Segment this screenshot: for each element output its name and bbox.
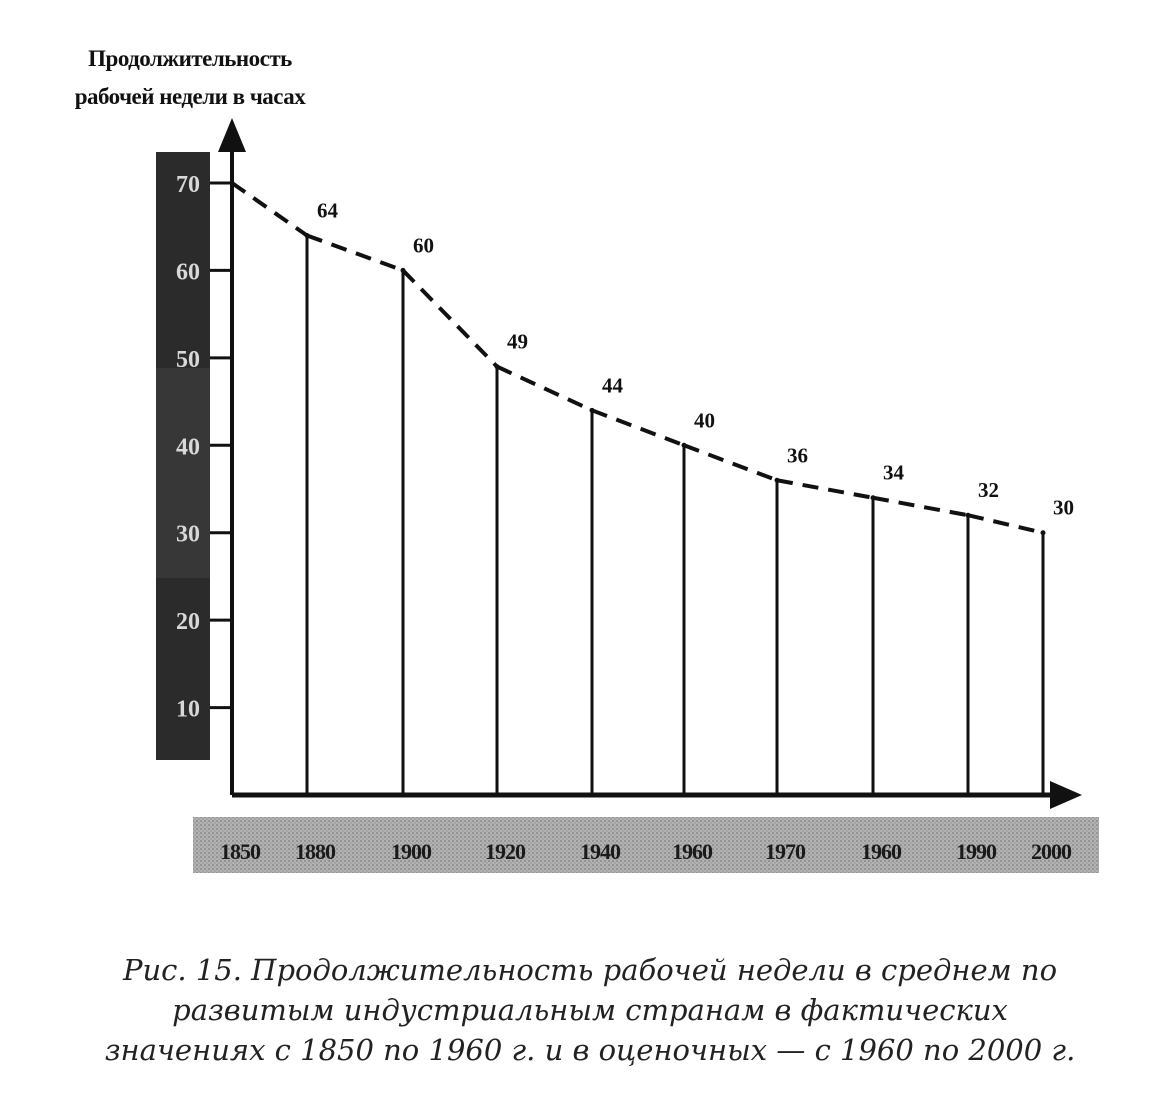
x-tick-label: 1960 xyxy=(861,839,901,864)
y-tick-label: 60 xyxy=(176,259,200,286)
x-tick-label: 2000 xyxy=(1031,839,1071,864)
point-label: 64 xyxy=(317,198,338,223)
data-point xyxy=(1041,530,1046,535)
x-tick-label: 1990 xyxy=(956,839,996,864)
x-tick-label: 1940 xyxy=(580,839,620,864)
point-label: 60 xyxy=(413,233,434,258)
x-tick-label: 1960 xyxy=(672,839,712,864)
x-tick-label: 1970 xyxy=(765,839,805,864)
data-point xyxy=(775,478,780,483)
y-tick-label: 50 xyxy=(176,346,200,373)
y-tick-label: 70 xyxy=(176,172,200,198)
data-point xyxy=(682,443,687,448)
data-point xyxy=(871,495,876,500)
series-segment xyxy=(592,410,684,445)
series-segment xyxy=(232,183,307,235)
point-label: 32 xyxy=(978,478,999,503)
data-point xyxy=(590,408,595,413)
data-point xyxy=(495,364,500,369)
y-axis-title: Продолжительность рабочей недели в часах xyxy=(74,46,306,109)
point-label: 36 xyxy=(787,443,808,468)
point-label: 40 xyxy=(694,408,715,433)
x-tick-label: 1880 xyxy=(295,839,335,864)
y-axis-arrow xyxy=(218,118,246,152)
y-tick-label: 40 xyxy=(176,434,200,461)
series-segment xyxy=(873,498,968,515)
point-label: 30 xyxy=(1053,495,1074,520)
series-segment xyxy=(968,515,1043,532)
series-segment xyxy=(403,270,497,366)
y-tick-label: 20 xyxy=(176,609,200,636)
x-tick-label: 1850 xyxy=(220,839,260,864)
data-point xyxy=(401,268,406,273)
x-tick-label: 1900 xyxy=(391,839,431,864)
data-point xyxy=(966,513,971,518)
point-label: 34 xyxy=(883,460,904,485)
series-segment xyxy=(307,235,403,270)
point-label: 49 xyxy=(507,329,528,354)
series-segment xyxy=(684,445,777,480)
y-tick-label: 10 xyxy=(176,696,200,723)
data-point xyxy=(230,181,235,186)
figure-caption: Рис. 15. Продолжительность рабочей недели в среднем по развитым индустриальным странам в фактических значениях с 1850 по 1960 г. и в оценочных — с 1960 по 2000 г. xyxy=(104,953,1076,1067)
x-tick-label: 1920 xyxy=(485,839,525,864)
series-segment xyxy=(777,480,873,497)
series-segment xyxy=(497,367,592,411)
point-label: 44 xyxy=(602,373,623,398)
data-point xyxy=(305,233,310,238)
y-tick-label: 30 xyxy=(176,521,200,548)
x-axis-arrow xyxy=(1050,781,1082,809)
